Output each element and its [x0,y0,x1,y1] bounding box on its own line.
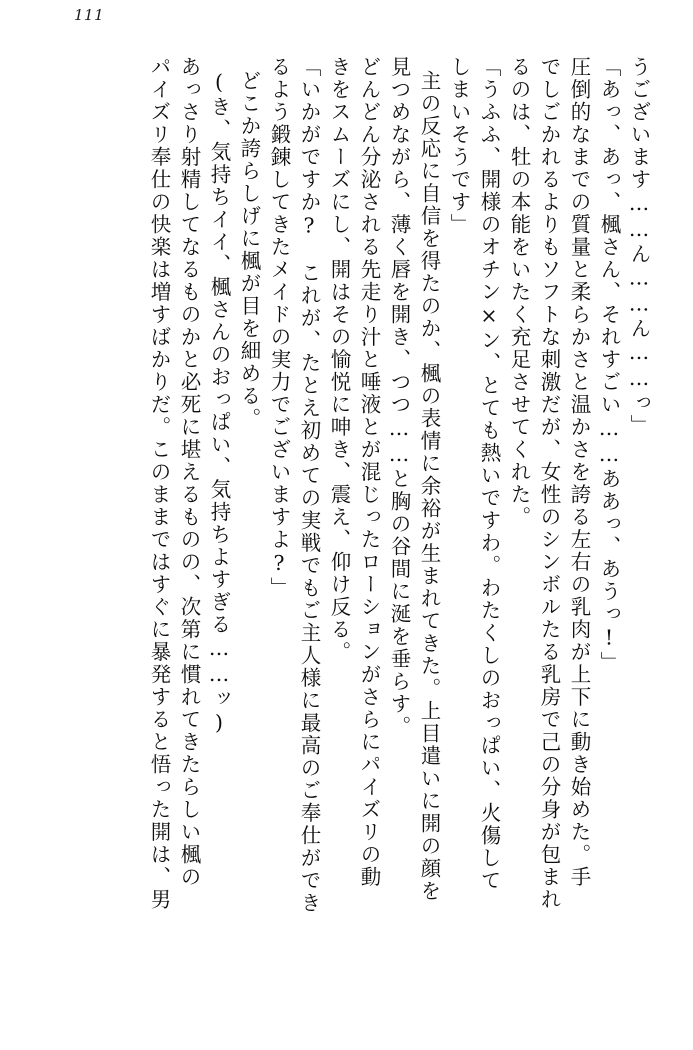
text-column: どこか誇らしげに楓が目を細める。 [237,70,261,430]
text-column: どんどん分泌される先走り汁と唾液とが混じったローションがさらにパイズリの動 [357,56,381,889]
page-number: 111 [74,6,105,24]
text-column: きをスムーズにし、開はその愉悦に呻き、震え、仰け反る。 [327,56,351,664]
text-column: (き、気持ちイイ、楓さんのおっぱい、気持ちよすぎる……ッ) [207,70,231,737]
text-column: 圧倒的なまでの質量と柔らかさと温かさを誇る左右の乳肉が上下に動き始めた。手 [567,56,591,889]
text-column: パイズリ奉仕の快楽は増すばかりだ。このままではすぐに暴発すると悟った開は、男 [147,56,171,911]
text-column: るよう鍛錬してきたメイドの実力でございますよ?」 [267,56,291,600]
text-column: 「いかがですか? これが、たとえ初めての実戦でもご主人様に最高のご奉仕ができ [297,56,321,915]
text-column: しまいそうです」 [447,56,471,236]
text-column: 「うふふ、開様のオチン×ン、とても熱いですわ。わたくしのおっぱい、火傷して [477,56,501,892]
text-column: 見つめながら、薄く唇を開き、つつ……と胸の谷間に涎を垂らす。 [387,56,411,738]
text-column: 主の反応に自信を得たのか、楓の表情に余裕が生まれてきた。上目遣いに開の顔を [417,70,441,903]
text-column: 「あっ、あっ、楓さん、それすごい……ああっ、あうっ!」 [597,56,621,674]
text-column: るのは、牡の本能をいたく充足させてくれた。 [507,56,531,529]
text-column: でしごかれるよりもソフトな刺激だが、女性のシンボルたる乳房で己の分身が包まれ [537,56,561,911]
vertical-text-body [44,56,649,1008]
text-column: うございます……ん……ん……っ」 [627,56,651,437]
text-column: あっさり射精してなるものかと必死に堪えるものの、次第に慣れてきたらしい楓の [177,56,201,889]
